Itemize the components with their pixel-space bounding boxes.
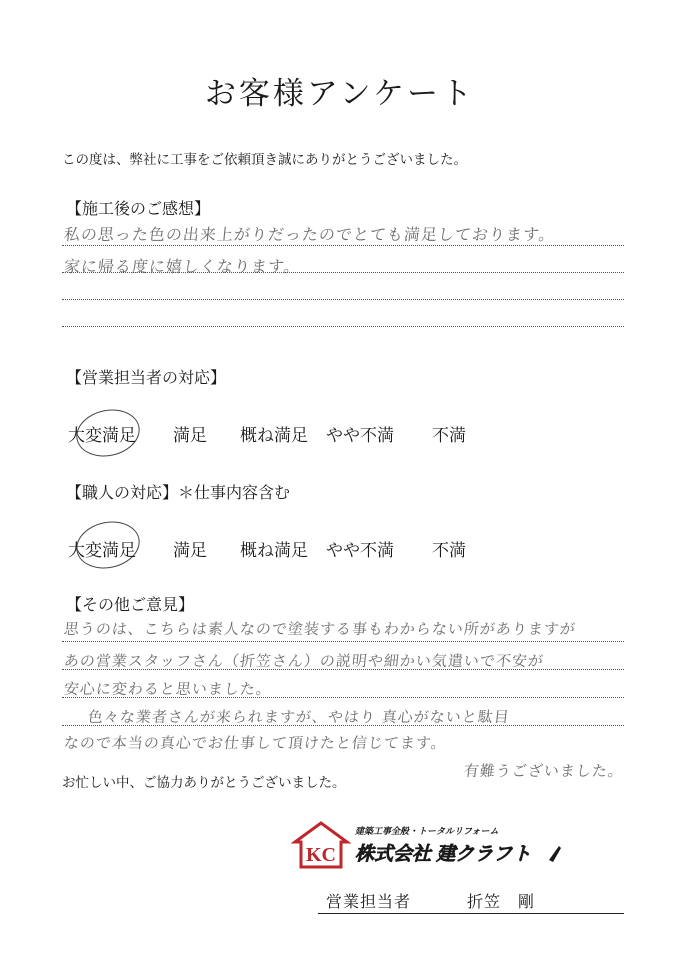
sales-heading: 【営業担当者の対応】 [66,368,227,387]
craftsman-option-satisfied: 満足 [173,541,207,561]
sales-option-mostly-satisfied: 概ね満足 [240,426,308,446]
sales-rep-name: 折笠 剛 [467,892,536,911]
emblem-letters: KC [306,844,336,866]
company-tagline: 建築工事全般・トータルリフォーム [355,826,499,836]
answer-rule [62,299,624,300]
other-answer-line-6: 有難うございました。 [463,762,625,780]
craftsman-option-mostly-satisfied: 概ね満足 [240,541,308,561]
impression-answer-line-1: 私の思った色の出来上がりだったのでとても満足しております。 [62,225,557,244]
other-answer-line-3: 安心に変わると思いました。 [63,680,273,698]
sales-option-dissatisfied: 不満 [432,426,466,446]
impression-heading: 【施工後のご感想】 [66,199,211,218]
answer-rule [62,272,624,273]
impression-answer-line-2: 家に帰る度に嬉しくなります。 [62,257,302,276]
craftsman-heading: 【職人の対応】＊仕事内容含む [66,483,291,502]
intro-text: この度は、弊社に工事をご依頼頂き誠にありがとうございました。 [62,152,467,168]
company-name: 株式会社 建クラフト [355,844,532,865]
answer-rule [62,245,624,246]
sales-option-satisfied: 満足 [173,426,207,446]
answer-rule [62,326,624,327]
answer-rule [62,641,624,642]
sales-option-somewhat-dissatisfied: やや不満 [326,426,394,446]
sales-rep-label: 営業担当者 [326,892,412,911]
closing-text: お忙しい中、ご協力ありがとうございました。 [62,775,346,791]
craftsman-option-dissatisfied: 不満 [432,541,466,561]
craftsman-option-somewhat-dissatisfied: やや不満 [326,541,394,561]
other-answer-line-2: あの営業スタッフさん（折笠さん）の説明や細かい気遣いで不安が [63,652,545,670]
answer-rule [62,697,624,698]
pen-stroke-icon [549,846,561,862]
answer-rule [62,725,624,726]
other-heading: 【その他ご意見】 [66,595,195,614]
craftsman-option-very-satisfied: 大変満足 [68,541,136,561]
other-answer-line-4: 色々な業者さんが来られますが、やはり 真心がないと駄目 [87,708,511,726]
house-emblem-icon [291,820,621,870]
signature-line [318,913,624,914]
page-title: お客様アンケート [204,76,476,112]
other-answer-line-5: なので本当の真心でお仕事して頂けたと信じてます。 [63,734,448,752]
other-answer-line-1: 思うのは、こちらは素人なので塗装する事もわからない所がありますが [63,620,577,638]
answer-rule [62,669,624,670]
sales-option-very-satisfied: 大変満足 [68,426,136,446]
company-logo [291,820,621,874]
